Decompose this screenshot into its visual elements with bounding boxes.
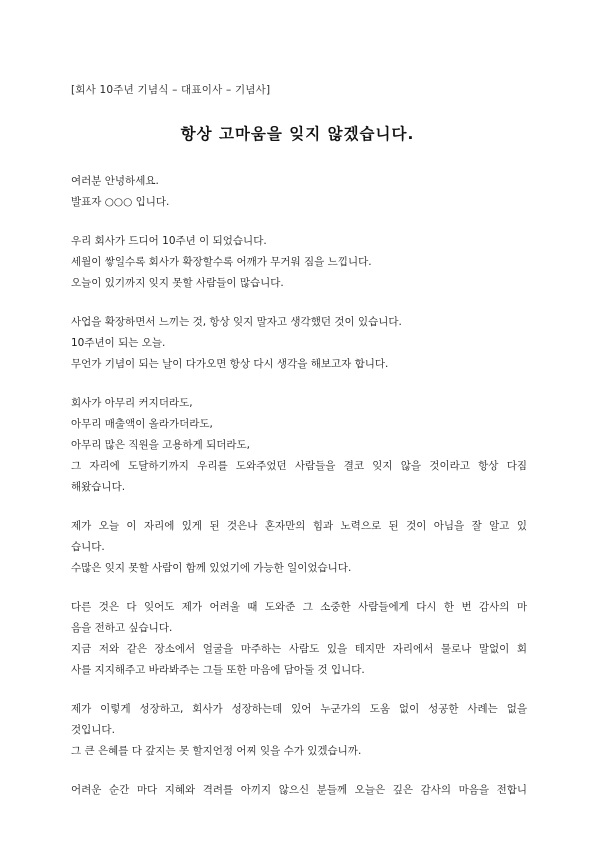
page-title: 항상 고마움을 잊지 않겠습니다. [180,125,415,143]
text-line: 수많은 잊지 못할 사람이 함께 있었기에 가능한 일이었습니다. [71,562,352,574]
text-line: 우리 회사가 드디어 10주년 이 되었습니다. [71,235,267,247]
text-line: 지금 저와 같은 장소에서 얼굴을 마주하는 사람도 있을 테지만 자리에서 물로나 말없이 회 [71,643,527,655]
text-line: 10주년이 되는 오늘. [71,337,166,349]
text-line: 사를 지지해주고 바라봐주는 그들 또한 마음에 담아둘 것 입니다. [71,664,365,676]
text-line: 오늘이 있기까지 잊지 못할 사람들이 많습니다. [71,277,284,289]
text-line: 아무리 매출액이 올라가더라도, [71,418,213,430]
text-line: 여러분 안녕하세요. [71,175,159,187]
text-line: 해왔습니다. [71,481,126,493]
paragraph-gratitude [71,516,527,579]
text-line: 사업을 확장하면서 느끼는 것, 항상 잊지 말자고 생각했던 것이 있습니다. [71,316,402,328]
paragraph-anniversary [71,231,527,294]
text-line: 아무리 많은 직원을 고용하게 되더라도, [71,439,250,451]
paragraph-thanks [71,597,527,681]
paragraph-promise [71,393,527,498]
header-tag: [회사 10주년 기념식 – 대표이사 – 기념사] [71,84,271,96]
text-line: 제가 오늘 이 자리에 있게 된 것은나 혼자만의 힘과 노력으로 된 것이 아님을 잘 알고 있 [71,520,527,532]
text-line: 다른 것은 다 잊어도 제가 어려울 때 도와준 그 소중한 사람들에게 다시 한 번 감사의 마 [71,601,527,613]
text-line: 것입니다. [71,724,115,736]
text-line: 회사가 아무리 커지더라도, [71,397,193,409]
text-line: 제가 이렇게 성장하고, 회사가 성장하는데 있어 누군가의 도움 없이 성공한 사례는 없을 [71,703,527,715]
paragraph-greeting [71,171,527,213]
text-line: 어려운 순간 마다 지혜와 격려를 아끼지 않으신 분들께 오늘은 깊은 감사의 마음을 전합니 [71,784,527,796]
text-line: 발표자 ○○○ 입니다. [71,196,170,208]
text-line: 음을 전하고 싶습니다. [71,622,173,634]
paragraph-closing [71,780,527,801]
text-line: 그 자리에 도달하기까지 우리를 도와주었던 사람들을 결코 잊지 않을 것이라고 항상 다짐 [71,460,527,472]
text-line: 무언가 기념이 되는 날이 다가오면 항상 다시 생각을 해보고자 합니다. [71,358,389,370]
text-line: 세월이 쌓일수록 회사가 확장할수록 어깨가 무거워 짐을 느낍니다. [71,256,372,268]
document-body [71,171,527,819]
paragraph-reflection [71,312,527,375]
paragraph-growth [71,699,527,762]
text-line: 습니다. [71,541,105,553]
text-line: 그 큰 은혜를 다 갚지는 못 할지언정 어찌 잊을 수가 있겠습니까. [71,745,362,757]
